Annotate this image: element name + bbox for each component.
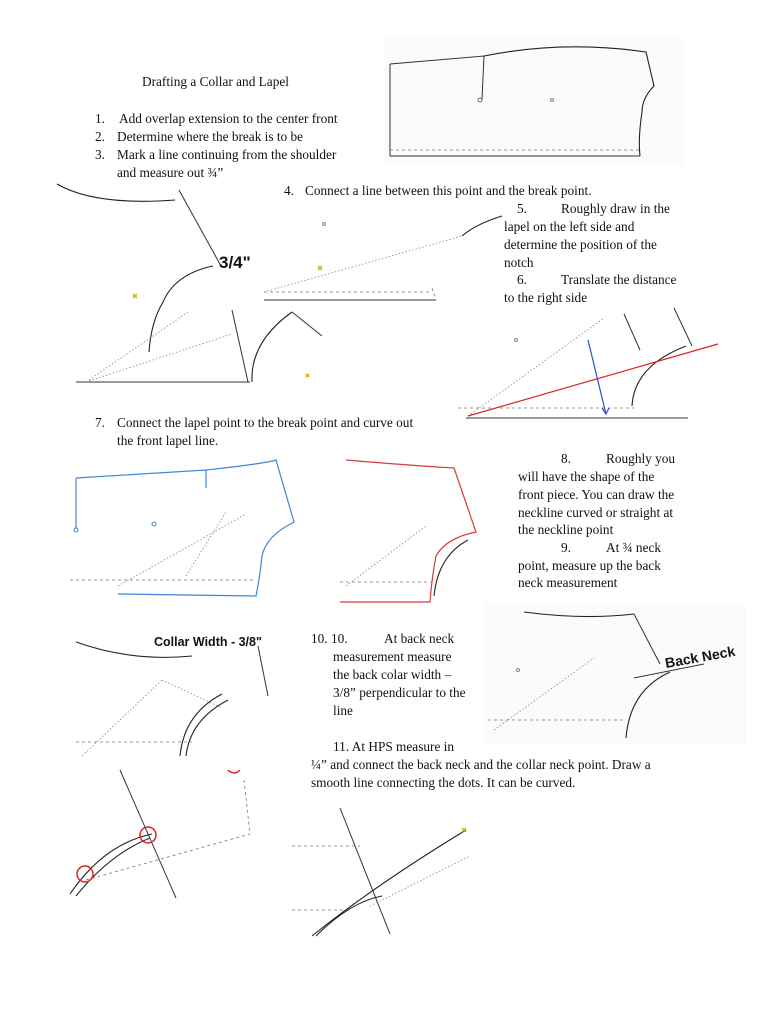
step-6-number: 6. xyxy=(517,272,527,287)
three-quarter-label: 3/4" xyxy=(219,253,251,272)
step-2-text: Determine where the break is to be xyxy=(117,129,304,144)
step-6-text: Translate the distance xyxy=(561,272,677,287)
page-title: Drafting a Collar and Lapel xyxy=(142,74,289,89)
step-2-number: 2. xyxy=(95,129,105,144)
step-4-number: 4. xyxy=(284,183,294,198)
figure-back-neck xyxy=(484,604,746,744)
step-10-line-3: the back colar width – xyxy=(333,667,452,682)
step-4-text: Connect a line between this point and the break point. xyxy=(305,183,592,198)
step-7-text-cont: the front lapel line. xyxy=(117,433,219,448)
step-11-line-2: ¼” and connect the back neck and the collar neck point. Draw a xyxy=(311,757,651,772)
step-10-text: At back neck xyxy=(384,631,455,646)
step-8-line-4: neckline curved or straight at xyxy=(518,505,674,520)
step-10-line-2: measurement measure xyxy=(333,649,452,664)
step-5-line-4: notch xyxy=(504,255,534,270)
step-8-line-3: front piece. You can draw the xyxy=(518,487,675,502)
step-5-text: Roughly draw in the xyxy=(561,201,670,216)
step-5-line-3: determine the position of the xyxy=(504,237,657,252)
step-1-number: 1. xyxy=(95,111,105,126)
step-8-number: 8. xyxy=(561,451,571,466)
step-10-line-4: 3/8” perpendicular to the xyxy=(333,685,466,700)
step-8-line-5: the neckline point xyxy=(518,522,614,537)
step-9-text: At ¾ neck xyxy=(606,540,662,555)
step-9-line-2: point, measure up the back xyxy=(518,558,661,573)
step-5-line-2: lapel on the left side and xyxy=(504,219,635,234)
figure-hps-points xyxy=(64,768,260,900)
step-9-line-3: neck measurement xyxy=(518,575,618,590)
figure-translate-distance xyxy=(454,306,720,424)
step-9-number: 9. xyxy=(561,540,571,555)
step-8-line-2: will have the shape of the xyxy=(518,469,655,484)
step-8-text: Roughly you xyxy=(606,451,676,466)
figure-front-lapel-blue xyxy=(66,456,298,606)
figure-break-line xyxy=(262,196,506,304)
step-3-text: Mark a line continuing from the shoulder xyxy=(117,147,337,162)
figure-front-bodice-overlap xyxy=(384,38,684,164)
step-5-number: 5. xyxy=(517,201,527,216)
step-7-number: 7. xyxy=(95,415,105,430)
step-1-text: Add overlap extension to the center front xyxy=(119,111,338,126)
step-11-line-1: 11. At HPS measure in xyxy=(333,739,455,754)
step-10-number: 10. 10. xyxy=(311,631,348,646)
figure-lapel-draft xyxy=(72,306,352,392)
step-10-line-5: line xyxy=(333,703,353,718)
step-6-line-2: to the right side xyxy=(504,290,588,305)
figure-collar-width xyxy=(72,628,282,760)
step-11-line-3: smooth line connecting the dots. It can be curved. xyxy=(311,775,576,790)
step-3-number: 3. xyxy=(95,147,105,162)
step-3-text-cont: and measure out ¾” xyxy=(117,165,224,180)
figure-front-lapel-red xyxy=(336,456,486,606)
step-7-text: Connect the lapel point to the break point and curve out xyxy=(117,415,414,430)
collar-width-label: Collar Width - 3/8" xyxy=(154,635,262,649)
back-neck-label: Back Neck xyxy=(663,642,737,671)
figure-smooth-collar xyxy=(290,806,476,942)
